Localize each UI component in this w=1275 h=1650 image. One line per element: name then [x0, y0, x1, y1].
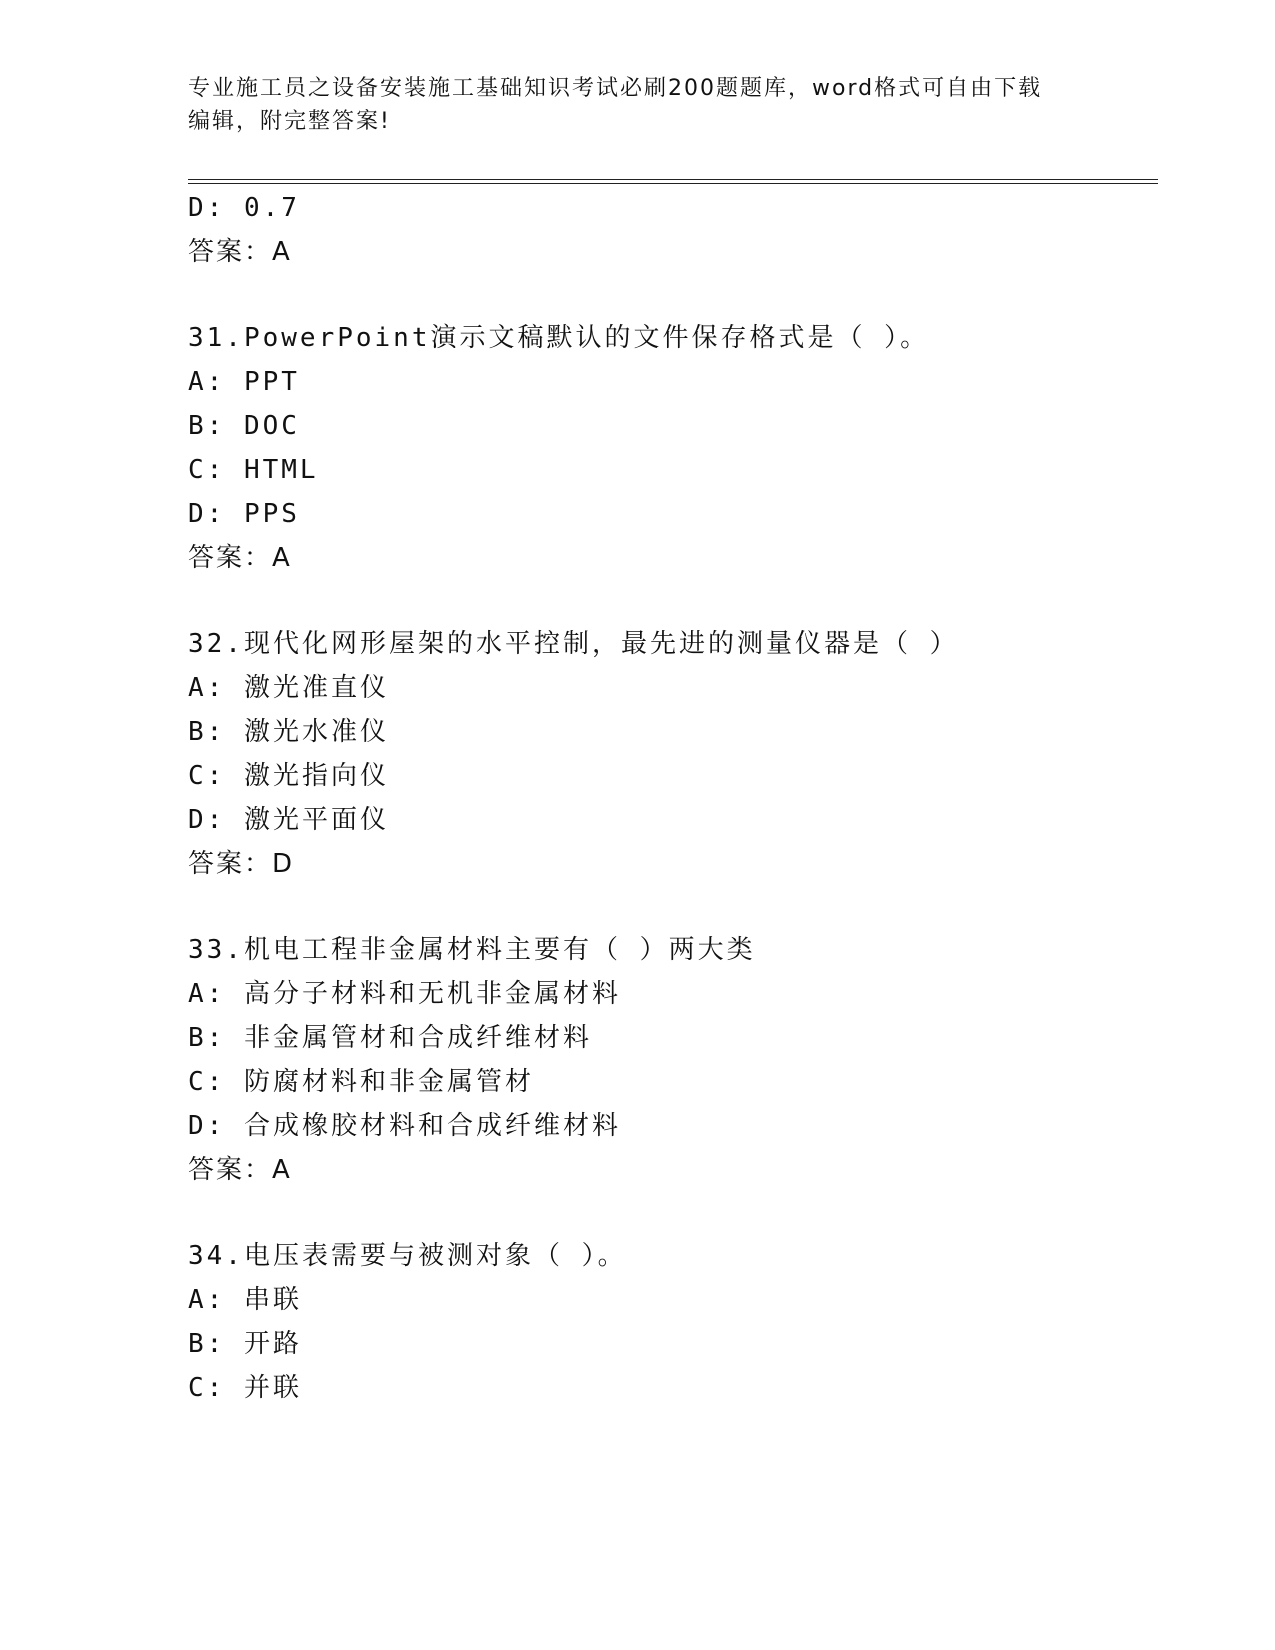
- option-a: A: 激光准直仪: [188, 673, 389, 703]
- option-a: A: 高分子材料和无机非金属材料: [188, 979, 621, 1009]
- question-stem: 33.机电工程非金属材料主要有（ ）两大类: [188, 935, 756, 965]
- option-a: A: PPT: [188, 367, 300, 397]
- answer: 答案：D: [188, 849, 295, 879]
- option-b: B: 激光水准仪: [188, 717, 389, 747]
- option-c: C: 激光指向仪: [188, 761, 389, 791]
- header-title-line-1: 专业施工员之设备安装施工基础知识考试必刷200题题库，word格式可自由下载: [188, 76, 1043, 101]
- option-c: C: 防腐材料和非金属管材: [188, 1067, 534, 1097]
- question-stem: 32.现代化网形屋架的水平控制，最先进的测量仪器是（ ）: [188, 629, 959, 659]
- option-d: D: PPS: [188, 499, 300, 529]
- question-stem: 34.电压表需要与被测对象（ ）。: [188, 1241, 627, 1271]
- option-d: D: 激光平面仪: [188, 805, 389, 835]
- option-b: B: DOC: [188, 411, 300, 441]
- header-divider-bottom: [188, 183, 1158, 184]
- answer: 答案：A: [188, 1155, 292, 1185]
- header-title-line-2: 编辑，附完整答案!: [188, 109, 391, 134]
- q30-option-d: D: 0.7: [188, 193, 300, 223]
- q30-answer: 答案：A: [188, 237, 292, 267]
- option-c: C: 并联: [188, 1373, 302, 1403]
- header-divider-top: [188, 179, 1158, 180]
- option-a: A: 串联: [188, 1285, 302, 1315]
- document-header: [188, 72, 1088, 138]
- option-b: B: 非金属管材和合成纤维材料: [188, 1023, 592, 1053]
- question-stem: 31.PowerPoint演示文稿默认的文件保存格式是（ ）。: [188, 323, 930, 353]
- option-d: D: 合成橡胶材料和合成纤维材料: [188, 1111, 621, 1141]
- option-c: C: HTML: [188, 455, 319, 485]
- answer: 答案：A: [188, 543, 292, 573]
- option-b: B: 开路: [188, 1329, 302, 1359]
